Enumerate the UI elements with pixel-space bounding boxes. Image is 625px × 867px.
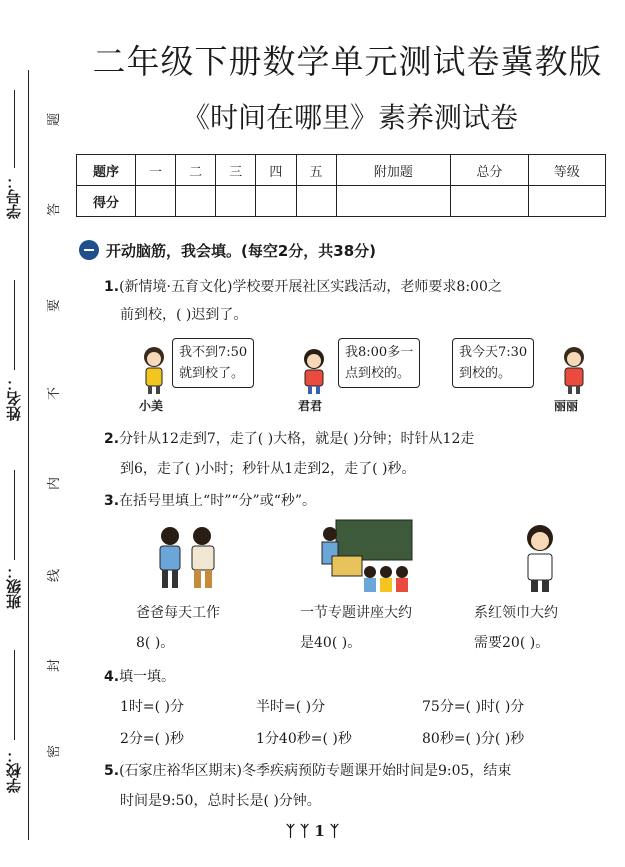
girl-figure-icon (556, 346, 592, 396)
page-number: ᛉ ᛉ 1 ᛉ (285, 822, 340, 840)
conversion-item: 75分=( )时( )分 (422, 699, 525, 715)
score-entry-cell[interactable] (136, 186, 176, 217)
score-table-cell: 四 (256, 155, 296, 186)
question-text: (石家庄裕华区期末)冬季疾病预防专题课开始时间是9:05，结束 (119, 763, 512, 779)
seal-char: 封 (47, 658, 63, 673)
speech-bubble: 我今天7:30 到校的。 (452, 338, 534, 388)
question-4-line-1 (104, 666, 175, 686)
score-table-cell: 五 (296, 155, 336, 186)
seal-char: 答 (47, 202, 63, 217)
score-table-cell: 题序 (77, 155, 136, 186)
question-number: 1. (104, 279, 120, 295)
score-table (76, 154, 606, 217)
seal-char: 题 (47, 112, 63, 127)
seal-char: 内 (47, 476, 63, 491)
conversion-item: 80秒=( )分( )秒 (422, 731, 525, 747)
question-number: 5. (104, 763, 120, 779)
question-2-line-2: 到6，走了( )小时；秒针从1走到2，走了( )秒。 (120, 461, 416, 477)
question-number: 2. (104, 431, 120, 447)
question-text: 分针从12走到7，走了( )大格，就是( )分钟；时针从12走 (119, 431, 475, 447)
conversion-item: 1时=( )分 (120, 699, 185, 715)
q3-item-3-line-1: 系红领巾大约 (474, 605, 558, 621)
q3-item-1-line-1: 爸爸每天工作 (136, 605, 220, 621)
score-entry-cell[interactable] (216, 186, 256, 217)
question-5-line-1 (104, 760, 511, 780)
score-entry-cell[interactable] (176, 186, 216, 217)
q3-item-2-line-1: 一节专题讲座大约 (300, 605, 412, 621)
score-entry-cell[interactable] (256, 186, 296, 217)
score-entry-cell[interactable] (451, 186, 528, 217)
speech-bubble: 我不到7:50 就到校了。 (172, 338, 254, 388)
speech-bubble: 我8:00多一 点到校的。 (338, 338, 420, 388)
conversion-item: 1分40秒=( )秒 (256, 731, 352, 747)
score-table-score-row (77, 186, 606, 217)
question-2-line-1 (104, 428, 474, 448)
score-table-cell: 二 (176, 155, 216, 186)
page-subtitle: 《时间在哪里》素养测试卷 (181, 101, 518, 134)
question-5-line-2: 时间是9:50，总时长是( )分钟。 (120, 793, 321, 809)
question-text: 填一填。 (119, 669, 176, 685)
seal-char: 不 (47, 386, 63, 401)
score-table-cell: 得分 (77, 186, 136, 217)
seal-char: 线 (47, 568, 63, 583)
page-title: 二年级下册数学单元测试卷冀教版 (92, 42, 603, 81)
score-entry-cell[interactable] (336, 186, 451, 217)
section-one-badge-icon (79, 240, 99, 260)
boy-figure-icon (296, 348, 332, 396)
question-3-line-1 (104, 490, 316, 510)
class-label: 班级： (5, 564, 23, 610)
seal-char: 密 (47, 744, 63, 759)
girl-red-scarf-icon (512, 522, 568, 594)
kid-name: 小美 (139, 399, 164, 413)
section-title: 开动脑筋，我会填。(每空2分，共38分) (106, 242, 377, 260)
score-table-cell: 附加题 (336, 155, 451, 186)
score-table-cell: 等级 (528, 155, 605, 186)
conversion-item: 2分=( )秒 (120, 731, 185, 747)
q3-item-1-line-2: 8( )。 (136, 635, 175, 651)
score-entry-cell[interactable] (528, 186, 605, 217)
q3-item-2-line-2: 是40( )。 (300, 635, 362, 651)
question-number: 4. (104, 669, 120, 685)
question-text: (新情境·五育文化)学校要开展社区实践活动，老师要求8:00之 (119, 279, 502, 295)
conversion-item: 半时=( )分 (256, 699, 326, 715)
score-table-header-row (77, 155, 606, 186)
page-number-decoration: ᛉ (324, 822, 340, 840)
score-entry-cell[interactable] (296, 186, 336, 217)
student-id-label: 学号： (5, 174, 23, 220)
classroom-lecture-icon (318, 518, 414, 594)
seal-char: 要 (47, 298, 63, 313)
question-1-line-2: 前到校，( )迟到了。 (120, 307, 248, 323)
kid-name: 君君 (298, 399, 323, 413)
name-label: 姓名： (5, 376, 23, 422)
question-1-line-1 (104, 276, 502, 296)
school-label: 学校： (5, 748, 23, 794)
question-text: 在括号里填上“时”“分”或“秒”。 (119, 493, 317, 509)
score-table-cell: 三 (216, 155, 256, 186)
page-number-decoration: ᛉ ᛉ (285, 822, 315, 840)
girl-figure-icon (136, 346, 172, 396)
worker-figures-icon (148, 522, 228, 592)
q3-item-3-line-2: 需要20( )。 (474, 635, 550, 651)
question-number: 3. (104, 493, 120, 509)
score-table-cell: 一 (136, 155, 176, 186)
score-table-cell: 总分 (451, 155, 528, 186)
kid-name: 丽丽 (554, 399, 579, 413)
